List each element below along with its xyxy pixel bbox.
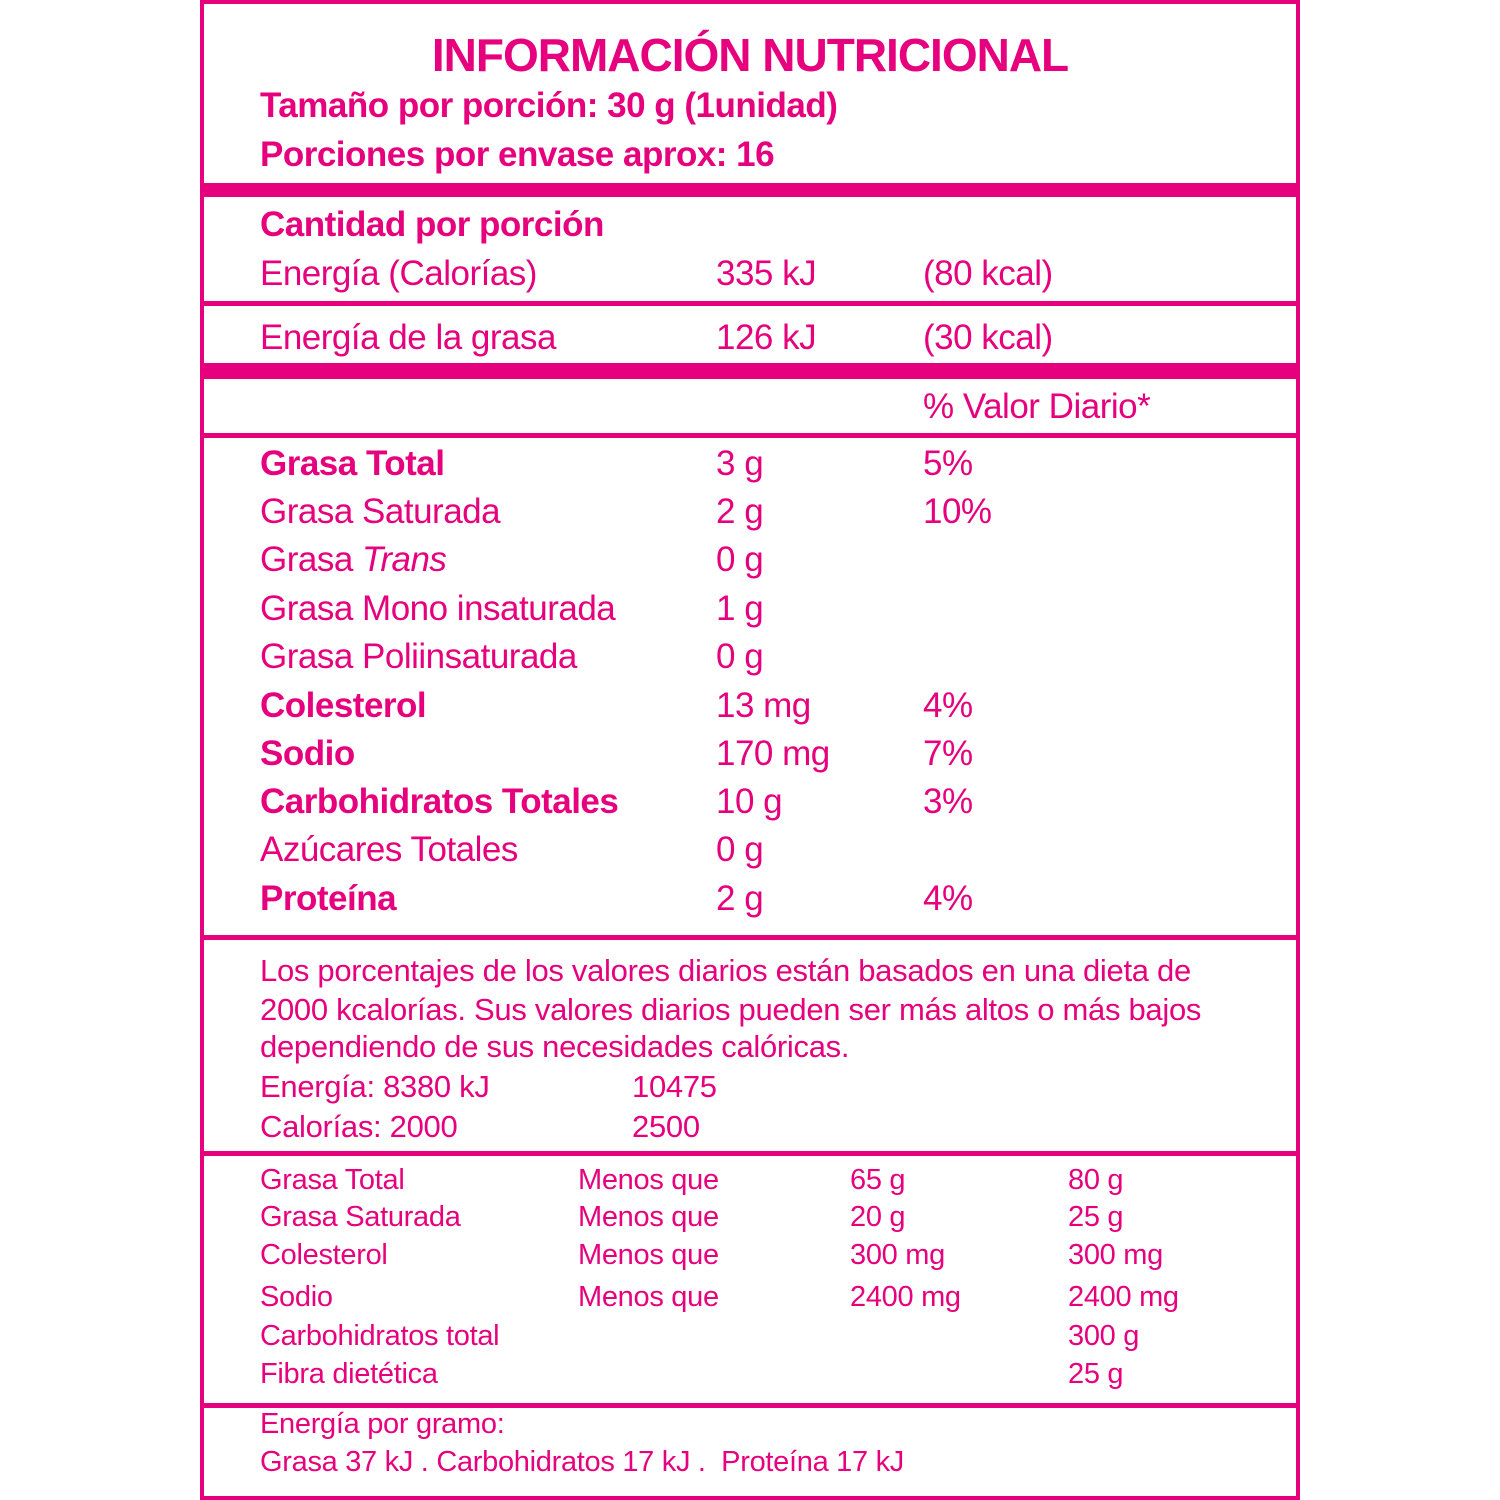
divider: [200, 433, 1300, 438]
nutrient-amount: 2 g: [716, 492, 764, 531]
limit-2500: 2400 mg: [1068, 1281, 1179, 1313]
serving-size: Tamaño por porción: 30 g (1unidad): [260, 86, 838, 125]
limit-2000: 2400 mg: [850, 1281, 961, 1313]
limit-qualifier: Menos que: [578, 1164, 719, 1196]
footnote-line: dependiendo de sus necesidades calóricas.: [260, 1029, 850, 1064]
nutrient-amount: 13 mg: [716, 686, 811, 725]
footnote-energy-label: Energía: 8380 kJ: [260, 1069, 490, 1104]
limit-qualifier: Menos que: [578, 1281, 719, 1313]
footnote-calories-label: Calorías: 2000: [260, 1109, 458, 1144]
nutrient-amount: 0 g: [716, 830, 764, 869]
nutrient-name: [260, 542, 446, 577]
footnote-line: 2000 kcalorías. Sus valores diarios pueden ser más altos o más bajos: [260, 992, 1202, 1027]
limit-name: Sodio: [260, 1281, 333, 1313]
nutrient-amount: 170 mg: [716, 734, 830, 773]
energy-kcal: (80 kcal): [923, 254, 1053, 293]
limit-2500: 25 g: [1068, 1201, 1124, 1233]
fat-energy-kj: 126 kJ: [716, 318, 817, 357]
nutrient-name: Grasa Poliinsaturada: [260, 637, 577, 676]
divider: [200, 935, 1300, 940]
limit-name: Grasa Total: [260, 1164, 405, 1196]
nutrient-name: Azúcares Totales: [260, 830, 518, 869]
top-border: [200, 0, 1300, 4]
daily-value-header: % Valor Diario*: [923, 387, 1151, 426]
limit-name: Colesterol: [260, 1239, 388, 1271]
nutrient-name: Grasa Saturada: [260, 492, 501, 531]
nutrient-name-prefix: Grasa: [260, 540, 363, 579]
thick-divider: [200, 183, 1300, 197]
nutrient-amount: 0 g: [716, 637, 764, 676]
label-title: INFORMACIÓN NUTRICIONAL: [431, 29, 1069, 81]
nutrient-name-italic: Trans: [362, 540, 447, 579]
nutrient-name: Carbohidratos Totales: [260, 782, 619, 821]
nutrient-amount: 3 g: [716, 444, 764, 483]
nutrient-dv: 5%: [923, 444, 973, 483]
nutrient-amount: 1 g: [716, 589, 764, 628]
divider: [200, 301, 1300, 306]
nutrient-name: Colesterol: [260, 686, 427, 725]
fat-energy-kcal: (30 kcal): [923, 318, 1053, 357]
nutrient-amount: 2 g: [716, 879, 764, 918]
energy-label: Energía (Calorías): [260, 254, 537, 293]
limit-2500: 80 g: [1068, 1164, 1124, 1196]
fat-energy-label: Energía de la grasa: [260, 318, 556, 357]
limit-name: Fibra dietética: [260, 1358, 438, 1390]
nutrient-name: Grasa Total: [260, 444, 445, 483]
nutrient-amount: 10 g: [716, 782, 783, 821]
nutrient-name: Proteína: [260, 879, 397, 918]
limit-qualifier: Menos que: [578, 1239, 719, 1271]
footnote-line: Los porcentajes de los valores diarios están basados en una dieta de: [260, 953, 1191, 988]
limit-2500: 300 g: [1068, 1320, 1140, 1352]
nutrient-dv: 10%: [923, 492, 992, 531]
energy-per-gram-heading: Energía por gramo:: [260, 1408, 505, 1440]
divider: [200, 1151, 1300, 1156]
limit-name: Carbohidratos total: [260, 1320, 500, 1352]
limit-name: Grasa Saturada: [260, 1201, 461, 1233]
servings-per-container: Porciones por envase aprox: 16: [260, 135, 775, 174]
nutrient-name: Sodio: [260, 734, 355, 773]
footnote-energy-value: 10475: [632, 1069, 717, 1104]
nutrient-dv: 7%: [923, 734, 973, 773]
divider: [200, 363, 1300, 379]
nutrient-dv: 3%: [923, 782, 973, 821]
bottom-border: [200, 1496, 1300, 1500]
limit-2000: 65 g: [850, 1164, 906, 1196]
nutrient-amount: 0 g: [716, 540, 764, 579]
limit-2500: 300 mg: [1068, 1239, 1163, 1271]
limit-2000: 300 mg: [850, 1239, 945, 1271]
nutrient-dv: 4%: [923, 686, 973, 725]
limit-qualifier: Menos que: [578, 1201, 719, 1233]
amount-per-serving-heading: Cantidad por porción: [260, 205, 604, 244]
energy-per-gram-values: Grasa 37 kJ . Carbohidratos 17 kJ . Proteína 17 kJ: [260, 1446, 904, 1478]
energy-kj: 335 kJ: [716, 254, 817, 293]
nutrient-name: Grasa Mono insaturada: [260, 589, 616, 628]
nutrient-dv: 4%: [923, 879, 973, 918]
limit-2500: 25 g: [1068, 1358, 1124, 1390]
footnote-calories-value: 2500: [632, 1109, 700, 1144]
limit-2000: 20 g: [850, 1201, 906, 1233]
